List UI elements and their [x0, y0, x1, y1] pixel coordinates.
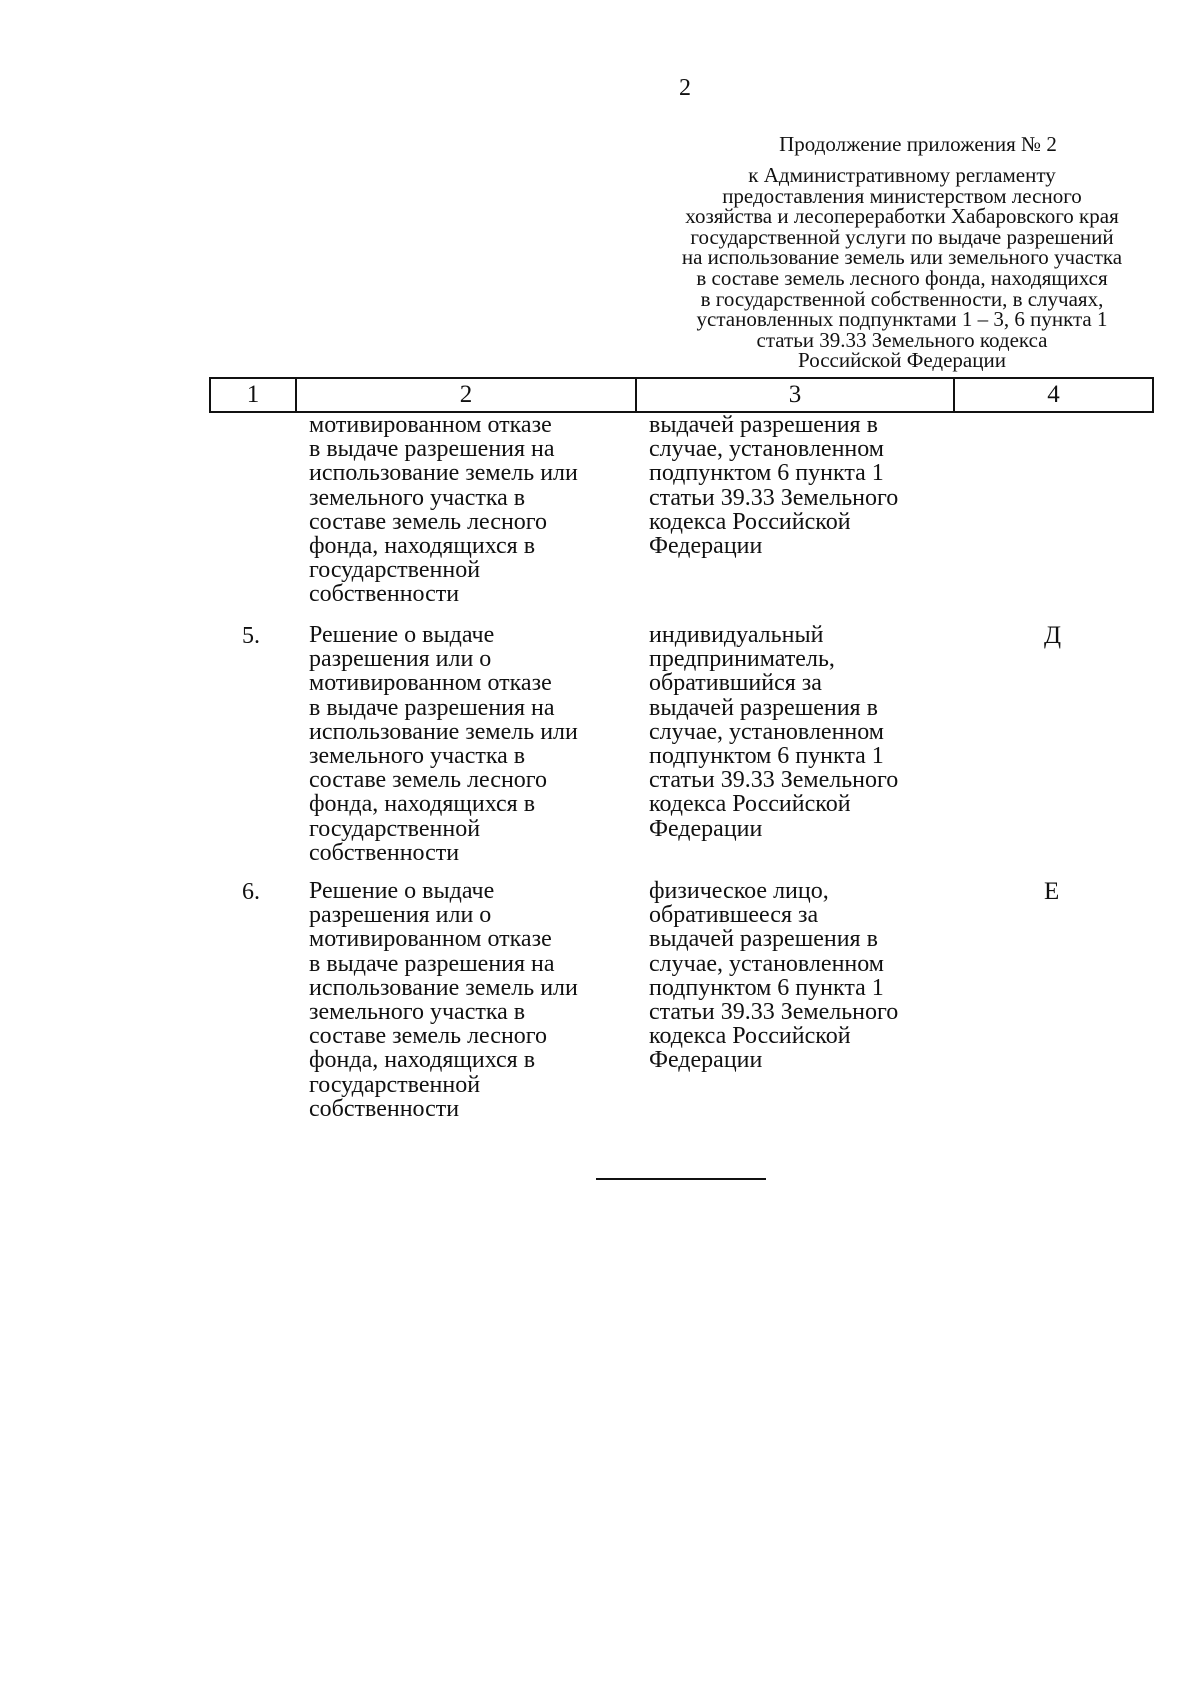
appendix-header-line: государственной услуги по выдаче разрешений [690, 224, 1114, 249]
cell-line: составе земель лесного [309, 1023, 548, 1050]
column-header-4: 4 [1047, 381, 1060, 408]
cell-line: индивидуальный [649, 622, 824, 648]
cell-line: использование земель или [309, 718, 578, 745]
cell-line: подпунктом 6 пункта 1 [649, 460, 884, 487]
cell-line: подпунктом 6 пункта 1 [649, 743, 884, 770]
cell-line: собственности [309, 1095, 460, 1122]
appendix-header [634, 130, 1170, 371]
cell-line: в выдаче разрешения на [309, 694, 555, 721]
cell-line: случае, установленном [649, 950, 884, 977]
continued-row-applicant [649, 413, 898, 558]
cell-line: мотивированном отказе [309, 670, 552, 697]
cell-line: кодекса Российской [649, 508, 851, 535]
cell-line: физическое лицо, [649, 878, 829, 904]
cell-line: статьи 39.33 Земельного [649, 484, 899, 511]
cell-line: случае, установленном [649, 718, 884, 745]
cell-line: собственности [309, 581, 460, 608]
row-document-name [309, 623, 578, 865]
cell-line: мотивированном отказе [309, 926, 552, 953]
cell-line: Решение о выдаче [309, 878, 495, 904]
column-header-3: 3 [637, 379, 955, 411]
cell-line: выдачей разрешения в [649, 412, 878, 438]
appendix-header-line: в государственной собственности, в случаях, [700, 286, 1104, 311]
cell-line: Федерации [649, 815, 763, 842]
continued-row-document-name [309, 413, 578, 607]
cell-line: в выдаче разрешения на [309, 436, 555, 463]
cell-line: выдачей разрешения в [649, 926, 878, 953]
cell-line: кодекса Российской [649, 1023, 851, 1050]
column-header-2: 2 [297, 379, 637, 411]
cell-line: использование земель или [309, 460, 578, 487]
cell-line: обратившееся за [649, 902, 819, 929]
cell-line: Решение о выдаче [309, 622, 495, 648]
cell-line: Федерации [649, 1047, 763, 1074]
cell-line: собственности [309, 839, 460, 866]
appendix-header-line: хозяйства и лесопереработки Хабаровского края [685, 204, 1119, 229]
table-header-row [209, 377, 1154, 413]
cell-line: статьи 39.33 Земельного [649, 999, 899, 1026]
cell-line: в выдаче разрешения на [309, 950, 555, 977]
cell-line: обратившийся за [649, 670, 822, 697]
cell-line: использование земель или [309, 974, 578, 1001]
cell-line: земельного участка в [309, 484, 526, 511]
appendix-header-line: установленных подпунктами 1 – 3, 6 пункта 1 [696, 307, 1108, 332]
cell-line: разрешения или о [309, 902, 492, 929]
page-number: 2 [679, 75, 691, 101]
row-number: 5. [242, 623, 260, 649]
cell-line: земельного участка в [309, 999, 526, 1026]
cell-line: государственной [309, 557, 481, 584]
cell-line: разрешения или о [309, 646, 492, 673]
cell-line: государственной [309, 1071, 481, 1098]
row-number: 6. [242, 879, 260, 905]
cell-line: земельного участка в [309, 743, 526, 770]
cell-line: составе земель лесного [309, 767, 548, 794]
appendix-header-line: статьи 39.33 Земельного кодекса [756, 327, 1048, 352]
appendix-continuation-title: Продолжение приложения № 2 [779, 132, 1057, 156]
cell-line: случае, установленном [649, 436, 884, 463]
cell-line: подпунктом 6 пункта 1 [649, 974, 884, 1001]
cell-line: кодекса Российской [649, 791, 851, 818]
cell-line: составе земель лесного [309, 508, 548, 535]
cell-line: статьи 39.33 Земельного [649, 767, 899, 794]
row-document-name [309, 879, 578, 1121]
cell-line: мотивированном отказе [309, 412, 552, 438]
cell-line: фонда, находящихся в [309, 1047, 536, 1074]
row-applicant [649, 623, 898, 841]
row-applicant [649, 879, 898, 1073]
end-of-document-rule [596, 1178, 766, 1180]
cell-line: выдачей разрешения в [649, 694, 878, 721]
cell-line: Федерации [649, 533, 763, 560]
cell-line: фонда, находящихся в [309, 791, 536, 818]
appendix-header-line: к Административному регламенту [748, 163, 1056, 187]
appendix-header-line: в составе земель лесного фонда, находящихся [696, 265, 1108, 290]
appendix-header-line: предоставления министерством лесного [722, 183, 1082, 208]
row-code: Е [1044, 878, 1060, 905]
cell-line: предприниматель, [649, 646, 835, 673]
appendix-header-line: на использование земель или земельного участка [681, 245, 1123, 270]
cell-line: фонда, находящихся в [309, 533, 536, 560]
cell-line: государственной [309, 815, 481, 842]
appendix-header-line: Российской Федерации [798, 348, 1006, 373]
row-code: Д [1044, 622, 1062, 649]
column-header-1: 1 [211, 379, 297, 411]
